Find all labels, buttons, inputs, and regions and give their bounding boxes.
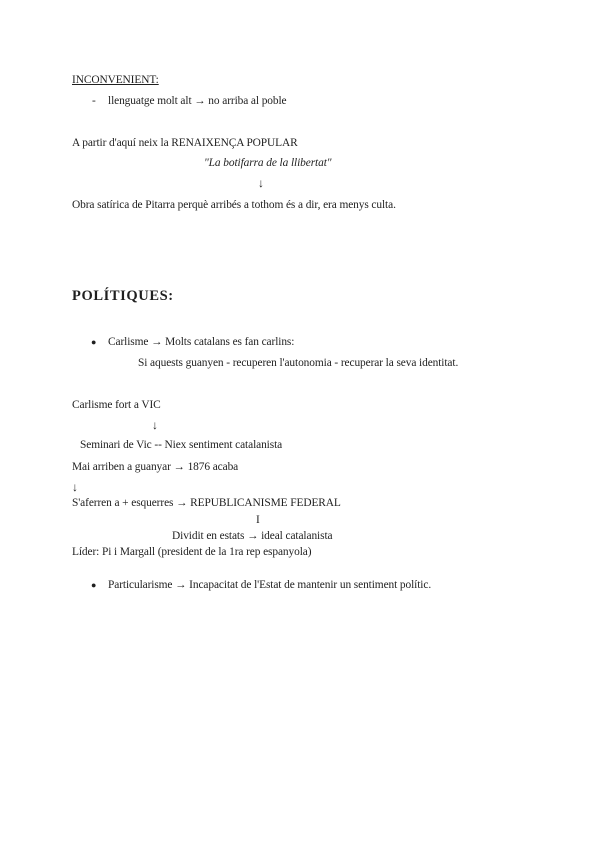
quote-title: "La botifarra de la llibertat" (204, 157, 332, 169)
inconvenient-heading: INCONVENIENT: (72, 74, 159, 86)
down-arrow-icon: ↓ (258, 176, 264, 190)
vertical-bar: I (256, 514, 260, 526)
carlisme-item: Carlisme → Molts catalans es fan carlins: (108, 336, 295, 348)
particularisme-item: Particularisme → Incapacitat de l'Estat de mantenir un sentiment polític. (108, 579, 432, 591)
seminari-line: Seminari de Vic -- Niex sentiment catalanista (80, 439, 283, 451)
renaixenca-intro: A partir d'aquí neix la RENAIXENÇA POPULAR (72, 137, 298, 149)
dividit-line: Dividit en estats → ideal catalanista (172, 530, 333, 542)
aferren-line: S'aferren a + esquerres → REPUBLICANISME FEDERAL (72, 497, 341, 509)
carlisme-fort: Carlisme fort a VIC (72, 399, 161, 411)
inconvenient-item: llenguatge molt alt → no arriba al poble (108, 95, 287, 107)
bullet-icon: ● (91, 580, 97, 590)
down-arrow-icon: ↓ (72, 480, 78, 494)
dash-marker: - (92, 95, 96, 107)
lider-line: Líder: Pi i Margall (president de la 1ra rep espanyola) (72, 546, 312, 558)
carlisme-subitem: Si aquests guanyen - recuperen l'autonomia - recuperar la seva identitat. (138, 357, 459, 369)
bullet-icon: ● (91, 337, 97, 347)
down-arrow-icon: ↓ (152, 418, 158, 432)
pitarra-note: Obra satírica de Pitarra perquè arribés a tothom és a dir, era menys culta. (72, 199, 396, 211)
politiques-heading: POLÍTIQUES: (72, 288, 174, 304)
mai-arriben-line: Mai arriben a guanyar → 1876 acaba (72, 461, 239, 473)
